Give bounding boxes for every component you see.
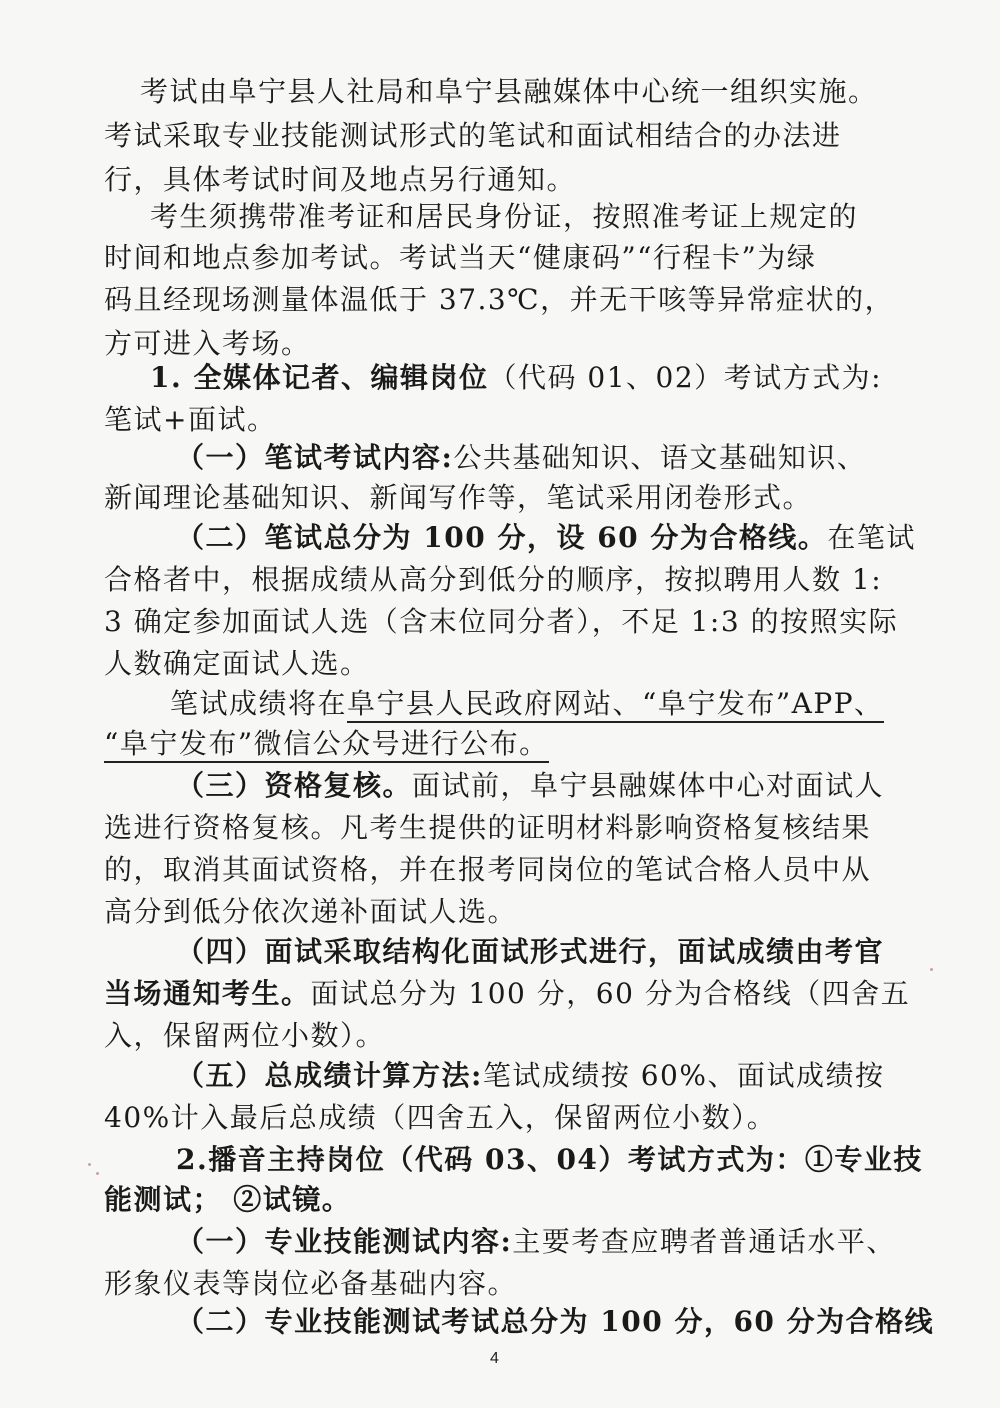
interview-notice-bold: 当场通知考生。 — [104, 977, 311, 1010]
section-heading-1 — [150, 358, 882, 398]
total-score-text: 笔试成绩按 60%、面试成绩按 — [482, 1059, 885, 1092]
publish-notice-pre: 笔试成绩将在 — [170, 687, 348, 720]
text-line: 形象仪表等岗位必备基础内容。 — [104, 1267, 518, 1300]
qualification-review — [176, 766, 884, 806]
text-line: 新闻理论基础知识、新闻写作等，笔试采用闭卷形式。 — [104, 481, 813, 514]
qualification-review-text: 面试前，阜宁县融媒体中心对面试人 — [412, 769, 885, 802]
text-line: 40%计入最后总成绩（四舍五入，保留两位小数）。 — [104, 1101, 777, 1134]
total-score-label: （五）总成绩计算方法: — [176, 1059, 483, 1092]
text-line: 方可进入考场。 — [104, 327, 311, 360]
interview-score-text: 面试总分为 100 分，60 分为合格线（四舍五 — [310, 977, 911, 1010]
publish-channels-underlined-2: “阜宁发布”微信公众号进行公布。 — [104, 727, 549, 763]
text-line: 考试由阜宁县人社局和阜宁县融媒体中心统一组织实施。 — [140, 75, 878, 108]
text-line: 入，保留两位小数）。 — [104, 1019, 386, 1052]
skill-test-content — [176, 1222, 896, 1262]
text-line: 考生须携带准考证和居民身份证，按照准考证上规定的 — [150, 200, 859, 233]
section-heading-2-cont: 能测试； ②试镜。 — [104, 1183, 352, 1216]
qualification-review-label: （三）资格复核。 — [176, 769, 413, 802]
text-line: 3 确定参加面试人选（含末位同分者），不足 1:3 的按照实际 — [104, 605, 899, 638]
total-score-method — [176, 1056, 884, 1096]
publish-channels-underlined: 阜宁县人民政府网站、“阜宁发布”APP、 — [347, 687, 884, 723]
text-line: 码且经现场测量体温低于 37.3℃，并无干咳等异常症状的， — [104, 283, 895, 316]
publish-notice-cont — [104, 724, 549, 764]
skill-test-label: （一）专业技能测试内容: — [176, 1225, 513, 1258]
written-score-text: 在笔试 — [827, 521, 916, 554]
written-score-label: （二）笔试总分为 100 分，设 60 分为合格线。 — [176, 521, 828, 554]
interview-line-2 — [104, 974, 910, 1014]
scan-speck — [88, 1163, 91, 1166]
text-line: 人数确定面试人选。 — [104, 647, 370, 680]
text-line: 合格者中，根据成绩从高分到低分的顺序，按拟聘用人数 1: — [104, 563, 883, 596]
skill-test-text: 主要考查应聘者普通话水平、 — [512, 1225, 896, 1258]
interview-heading: （四）面试采取结构化面试形式进行，面试成绩由考官 — [176, 935, 885, 968]
text-line: 行，具体考试时间及地点另行通知。 — [104, 163, 577, 196]
page-number: 4 — [490, 1350, 499, 1367]
scan-speck — [96, 1172, 99, 1175]
text-line: 笔试+面试。 — [104, 403, 277, 436]
text-line: 时间和地点参加考试。考试当天“健康码”“行程卡”为绿 — [104, 241, 817, 274]
text-line: 高分到低分依次递补面试人选。 — [104, 895, 518, 928]
written-exam-label: （一）笔试考试内容: — [176, 441, 454, 474]
written-score — [176, 518, 916, 558]
publish-notice — [170, 684, 884, 724]
text-line: 的，取消其面试资格，并在报考同岗位的笔试合格人员中从 — [104, 853, 872, 886]
text-line: 考试采取专业技能测试形式的笔试和面试相结合的办法进 — [104, 119, 842, 152]
written-exam-content — [176, 438, 866, 478]
text-line: 选进行资格复核。凡考生提供的证明材料影响资格复核结果 — [104, 811, 872, 844]
written-exam-text: 公共基础知识、语文基础知识、 — [453, 441, 867, 474]
skill-test-score: （二）专业技能测试考试总分为 100 分，60 分为合格线 — [176, 1305, 935, 1338]
section-heading-2: 2.播音主持岗位（代码 03、04）考试方式为：①专业技 — [176, 1143, 923, 1176]
section-heading-1-bold: 1. 全媒体记者、编辑岗位 — [150, 361, 489, 394]
section-heading-1-rest: （代码 01、02）考试方式为: — [488, 361, 883, 394]
scan-speck — [930, 968, 933, 971]
